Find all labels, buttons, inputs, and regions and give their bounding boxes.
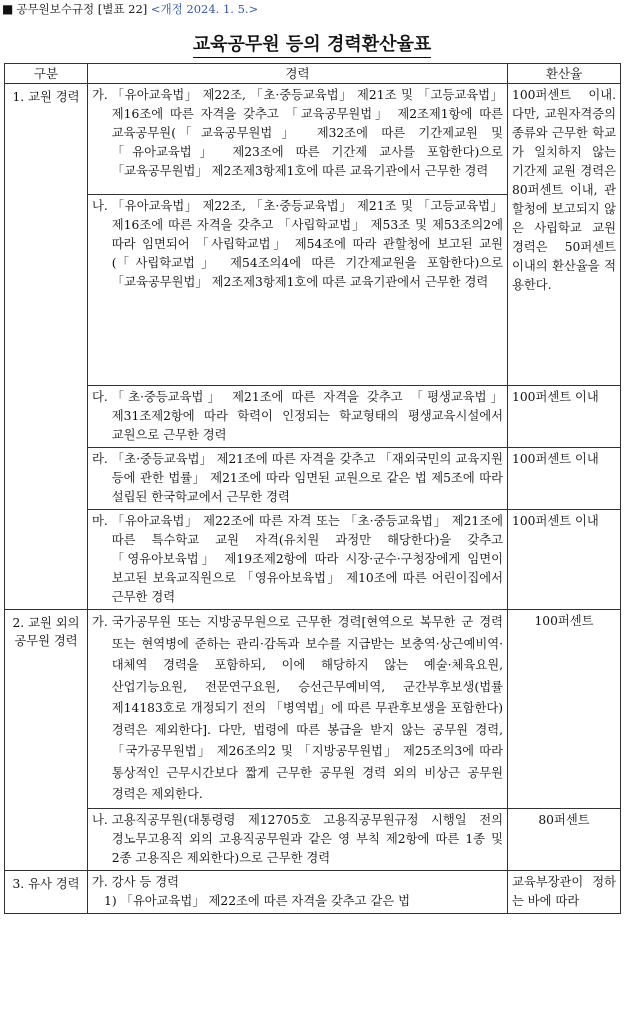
conversion-rate-table <box>4 63 621 914</box>
career-cell <box>88 448 508 510</box>
item-text: 국가공무원 또는 지방공무원으로 근무한 경력[현역으로 복무한 군 경력 또는 현역병에 준하는 관리·감독과 보수를 지급받는 보충역·상근예비역·대체역 경력을 포함하되, 이에 해당하지 않는 예술·체육요원, 산업기능요원, 전문연구요원, 승선근무예비역, 군간부후보생(법률 제14183호로 개정되기 전의 「병역법」에 따른 무관후보생을 포함한다) 경력은 제외한다]. 다만, 법령에 따른 봉급을 받지 않는 공무원 경력, 「국가공무원법」 제26조의2 및 「지방공무원법」 제25조의3에 따라 통상적인 근무시간보다 짧게 근무한 공무원 경력 외의 비상근 공무원 경력은 제외한다. <box>111 615 503 801</box>
table-header-row <box>5 64 621 84</box>
item-mark: 마. <box>92 514 108 528</box>
table-row <box>5 808 621 870</box>
item-text: 「유아교육법」 제22조, 「초·중등교육법」 제21조 및 「고등교육법」 제16조에 따른 자격을 갖추고 「사립학교법」 제53조 및 제53조의2에 따라 임면되어 「사립학교법」 제54조에 따라 관할청에 보고된 교원(「사립학교법」 제54조의4에 따른 기간제교원을 포함한다)으로 「교육공무원법」 제2조제3항제1호에 따른 교육기관에서 근무한 경력 <box>111 199 503 289</box>
table-row <box>5 84 621 195</box>
item-mark: 나. <box>92 199 108 213</box>
sub-item-mark: 1) <box>104 893 117 908</box>
career-cell <box>88 386 508 448</box>
item-text: 강사 등 경력 <box>111 874 180 889</box>
square-bullet-icon: ■ <box>2 2 14 16</box>
rate-cell: 교육부장관이 정하는 바에 따라 <box>508 870 621 913</box>
category-cell: 1. 교원 경력 <box>5 84 88 610</box>
career-cell <box>88 870 508 913</box>
table-row <box>5 510 621 610</box>
item-mark: 가. <box>92 615 108 629</box>
column-header-rate: 환산율 <box>508 64 621 84</box>
table-row <box>5 386 621 448</box>
item-text: 「초·중등교육법」 제21조에 따른 자격을 갖추고 「재외국민의 교육지원 등에 관한 법률」 제21조에 따라 임면된 교원으로 같은 법 제5조에 따라 설립된 한국학교에서 근무한 경력 <box>111 452 503 504</box>
rate-cell: 100퍼센트 이내 <box>508 510 621 610</box>
rate-cell: 100퍼센트 이내 <box>508 448 621 510</box>
item-text: 「초·중등교육법」 제21조에 따른 자격을 갖추고 「평생교육법」 제31조제2항에 따라 학력이 인정되는 학교형태의 평생교육시설에서 교원으로 근무한 경력 <box>111 390 503 442</box>
career-cell <box>88 808 508 870</box>
amendment-date: <개정 2024. 1. 5.> <box>150 2 259 16</box>
item-mark: 다. <box>92 390 108 404</box>
column-header-career: 경력 <box>88 64 508 84</box>
document-header <box>2 1 258 17</box>
law-name: 공무원보수규정 [별표 22] <box>16 2 148 16</box>
item-mark: 가. <box>92 874 108 889</box>
rate-cell: 100퍼센트 이내 <box>508 386 621 448</box>
page-title: 교육공무원 등의 경력환산율표 <box>0 30 624 56</box>
rate-cell: 100퍼센트 <box>508 610 621 809</box>
rate-cell: 80퍼센트 <box>508 808 621 870</box>
item-text: 고용직공무원(대통령령 제12705호 고용직공무원규정 시행일 전의 경노무고용직 외의 고용직공무원과 같은 영 부칙 제2항에 따른 1종 및 2종 고용직은 제외한다)으로 근무한 경력 <box>111 812 503 865</box>
item-text: 「유아교육법」 제22조에 따른 자격 또는 「초·중등교육법」 제21조에 따른 특수학교 교원 자격(유치원 과정만 해당한다)을 갖추고 「영유아보육법」 제19조제2항에 따라 시장·군수·구청장에게 임면이 보고된 보육교직원으로 「영유아보육법」 제10조에 따른 어린이집에서 근무한 경력 <box>111 514 503 604</box>
rate-cell: 100퍼센트 이내. 다만, 교원자격증의 종류와 근무한 학교가 일치하지 않는 기간제 교원 경력은 80퍼센트 이내, 관할청에 보고되지 않은 사립학교 교원 경력은 50퍼센트 이내의 환산율을 적용한다. <box>508 84 621 386</box>
item-text: 「유아교육법」 제22조, 「초·중등교육법」 제21조 및 「고등교육법」 제16조에 따른 자격을 갖추고 「교육공무원법」 제2조제1항에 따른 교육공무원(「교육공무원법」 제32조에 따른 기간제교원 및 「유아교육법」 제23조에 따른 기간제 교사를 포함한다)으로 「교육공무원법」 제2조제3항제1호에 따른 교육기관에서 근무한 경력 <box>111 88 503 178</box>
career-cell <box>88 610 508 809</box>
column-header-category: 구분 <box>5 64 88 84</box>
career-cell <box>88 84 508 195</box>
category-cell: 2. 교원 외의 공무원 경력 <box>5 610 88 871</box>
career-cell <box>88 510 508 610</box>
sub-item-text: 「유아교육법」 제22조에 따른 자격을 갖추고 같은 법 <box>120 893 411 908</box>
table-row <box>5 610 621 809</box>
table-row <box>5 870 621 913</box>
item-mark: 가. <box>92 88 108 102</box>
category-cell: 3. 유사 경력 <box>5 870 88 913</box>
item-mark: 나. <box>92 812 108 827</box>
table-row <box>5 448 621 510</box>
item-mark: 라. <box>92 452 108 466</box>
career-cell <box>88 195 508 386</box>
